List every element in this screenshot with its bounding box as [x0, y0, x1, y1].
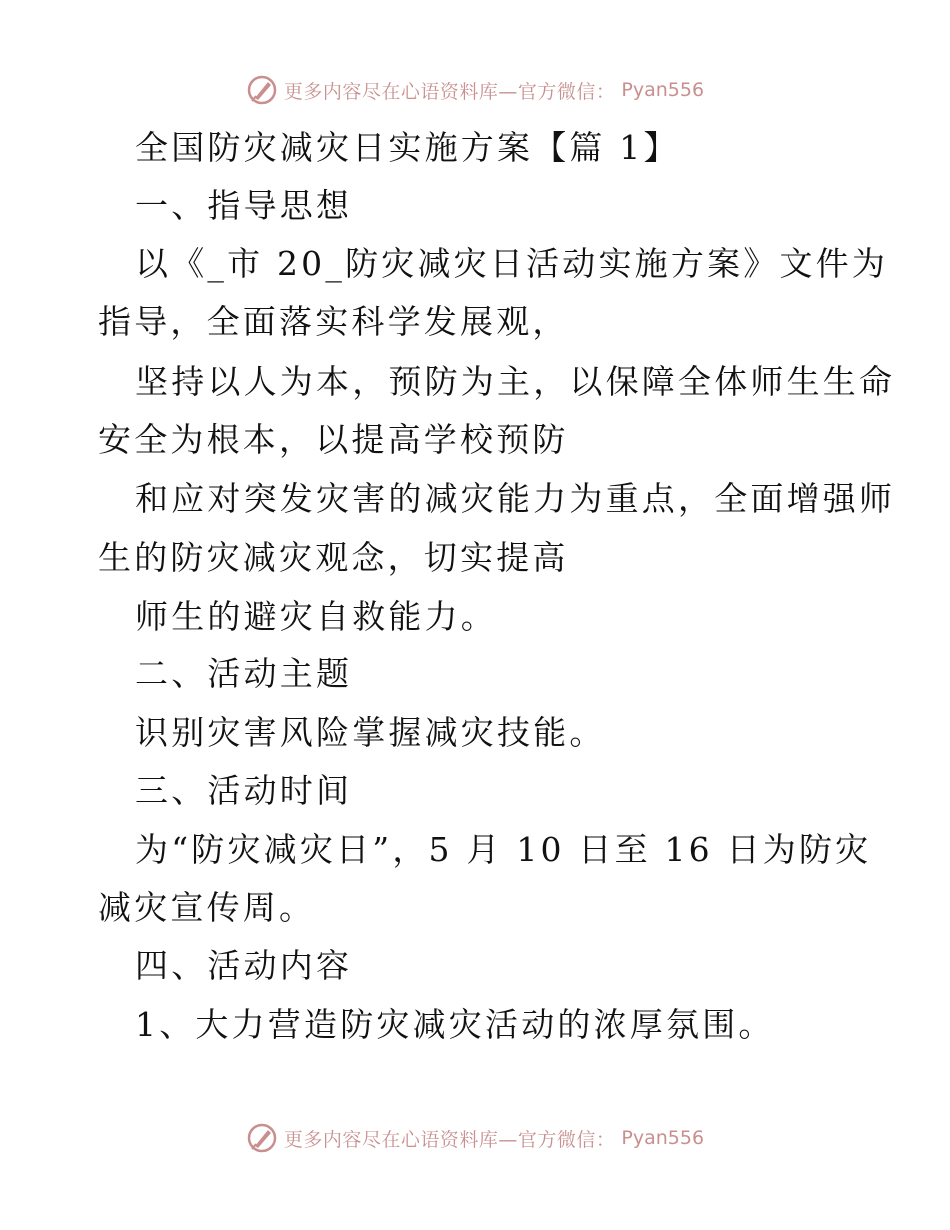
watermark-handle: Pyan556 — [621, 79, 705, 101]
document-title: 全国防灾减灾日实施方案【篇 1】 — [135, 128, 680, 167]
section-heading-2: 二、活动主题 — [135, 654, 353, 693]
footer-watermark — [0, 1122, 950, 1154]
paragraph-line: 以《_市 20_防灾减灾日活动实施方案》文件为 — [135, 244, 889, 283]
paragraph-line: 师生的避灾自救能力。 — [135, 597, 497, 636]
section-heading-1: 一、指导思想 — [135, 186, 353, 225]
paragraph-line: 1、大力营造防灾减灾活动的浓厚氛围。 — [135, 1005, 775, 1044]
header-watermark — [0, 74, 950, 106]
watermark-text: 更多内容尽在心语资料库—官方微信： — [283, 80, 616, 103]
paragraph-line: 安全为根本，以提高学校预防 — [98, 420, 569, 459]
section-heading-3: 三、活动时间 — [135, 771, 353, 810]
paragraph-line: 识别灾害风险掌握减灾技能。 — [135, 713, 606, 752]
paragraph-line: 为“防灾减灾日”，5 月 10 日至 16 日为防灾 — [135, 830, 872, 869]
paragraph-line: 坚持以人为本，预防为主，以保障全体师生生命 — [135, 362, 896, 401]
quill-logo-icon — [246, 74, 278, 106]
watermark-text: 更多内容尽在心语资料库—官方微信： — [283, 1128, 616, 1151]
paragraph-line: 指导，全面落实科学发展观， — [98, 302, 569, 341]
quill-logo-icon — [246, 1122, 278, 1154]
paragraph-line: 减灾宣传周。 — [98, 888, 316, 927]
paragraph-line: 和应对突发灾害的减灾能力为重点，全面增强师 — [135, 479, 896, 518]
watermark-handle: Pyan556 — [621, 1127, 705, 1149]
section-heading-4: 四、活动内容 — [135, 946, 353, 985]
paragraph-line: 生的防灾减灾观念，切实提高 — [98, 538, 569, 577]
